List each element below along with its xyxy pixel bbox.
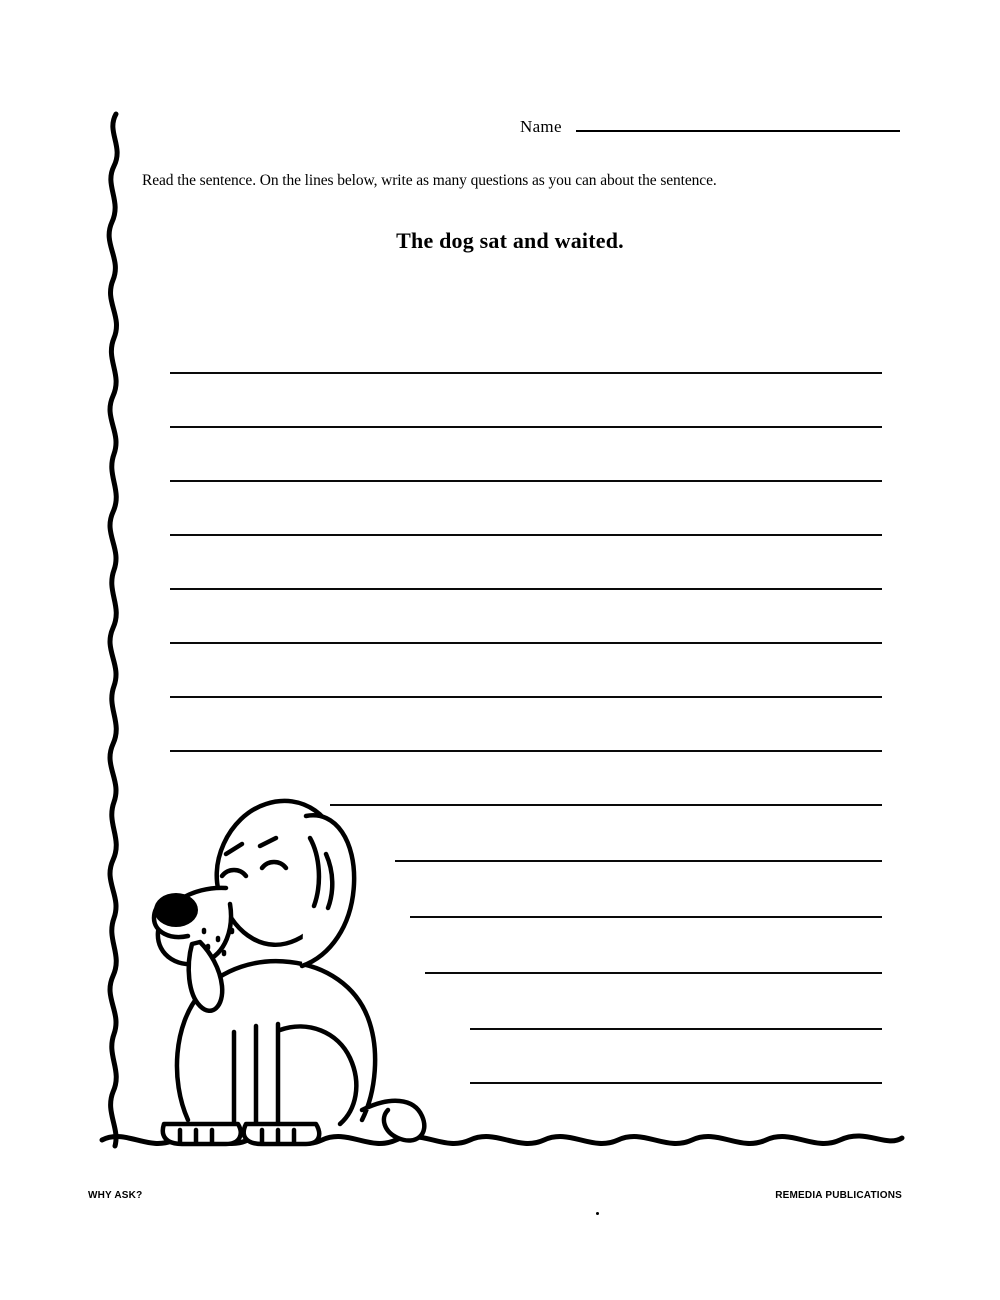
writing-line[interactable] bbox=[425, 972, 882, 974]
writing-line[interactable] bbox=[170, 696, 882, 698]
page-dot-mark bbox=[596, 1212, 599, 1215]
writing-line[interactable] bbox=[170, 642, 882, 644]
footer-title: WHY ASK? bbox=[88, 1190, 143, 1201]
footer-publisher: REMEDIA PUBLICATIONS bbox=[775, 1190, 902, 1201]
name-label: Name bbox=[520, 117, 562, 136]
sitting-dog-illustration bbox=[130, 780, 460, 1160]
writing-line[interactable] bbox=[170, 480, 882, 482]
directions-text: Read the sentence. On the lines below, write as many questions as you can about the sentence. bbox=[142, 172, 717, 189]
writing-line[interactable] bbox=[470, 1028, 882, 1030]
writing-line[interactable] bbox=[170, 426, 882, 428]
name-field-row bbox=[520, 116, 900, 142]
writing-line[interactable] bbox=[170, 372, 882, 374]
writing-line[interactable] bbox=[170, 750, 882, 752]
name-input-rule[interactable] bbox=[576, 116, 900, 132]
writing-line[interactable] bbox=[410, 916, 882, 918]
prompt-sentence: The dog sat and waited. bbox=[396, 228, 624, 253]
writing-line[interactable] bbox=[470, 1082, 882, 1084]
writing-line[interactable] bbox=[170, 588, 882, 590]
writing-line[interactable] bbox=[170, 534, 882, 536]
writing-line[interactable] bbox=[395, 860, 882, 862]
